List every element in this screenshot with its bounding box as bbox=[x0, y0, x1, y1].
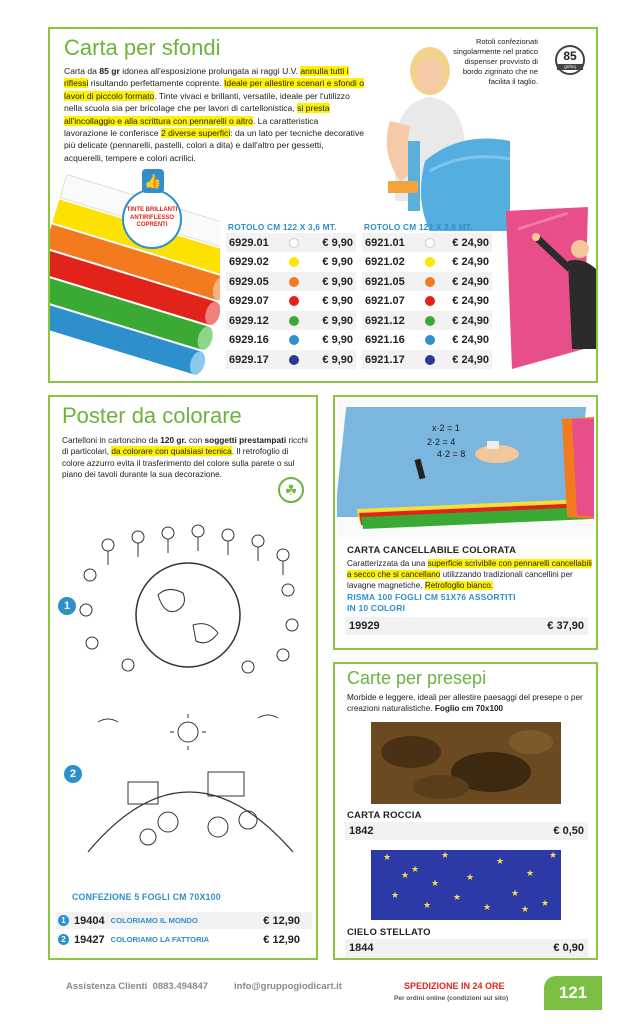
footer-shipping-note: Per ordini online (condizioni sul sito) bbox=[394, 995, 509, 1002]
product-price: € 9,90 bbox=[322, 275, 353, 288]
product-code: 19427 bbox=[74, 933, 105, 946]
product-price: € 24,90 bbox=[452, 275, 489, 288]
product-price: € 37,90 bbox=[547, 620, 584, 632]
product-code: 6929.16 bbox=[229, 334, 269, 346]
roll-col2-row bbox=[362, 311, 492, 330]
product-code: 6921.17 bbox=[365, 353, 405, 366]
poster-title: Poster da colorare bbox=[62, 403, 242, 428]
cancellabile-description bbox=[347, 558, 592, 592]
color-swatch-dot bbox=[289, 355, 299, 365]
color-swatch-dot bbox=[289, 257, 299, 267]
product-name: COLORIAMO LA FATTORIA bbox=[110, 935, 210, 944]
poster-farm-illustration bbox=[68, 702, 308, 872]
presepi-item-1-name: CARTA ROCCIA bbox=[347, 810, 422, 821]
footer-shipping: SPEDIZIONE IN 24 ORE bbox=[404, 981, 505, 991]
poster-2-number: 2 bbox=[64, 765, 82, 783]
cancellabile-spec-1: RISMA 100 FOGLI CM 51X76 ASSORTITI bbox=[347, 592, 516, 602]
desc-text: Cartelloni in cartoncino da bbox=[62, 435, 161, 445]
product-code: 6921.12 bbox=[365, 314, 405, 327]
desc-text: . Tinte vivaci e brillanti, versatile, ideale per l'utilizzo nella scuola sia per bricolage che per lavori di cartellonistica, bbox=[64, 90, 350, 114]
cancellabile-panel bbox=[333, 395, 598, 650]
desc-text: Morbide e leggere, ideali per allestire paesaggi del presepe o per creazioni naturalistiche. bbox=[347, 693, 583, 714]
product-price: € 24,90 bbox=[452, 353, 489, 366]
carta-sfondi-title: Carta per sfondi bbox=[64, 35, 221, 60]
dispenser-note: Rotoli confezionati singolarmente nel pratico dispenser provvisto di bordo zigrinato che ne facilita il taglio. bbox=[453, 37, 538, 86]
product-code: 6921.07 bbox=[365, 295, 405, 307]
page-number: 121 bbox=[558, 983, 588, 1002]
product-code: 19404 bbox=[74, 914, 105, 927]
roll-col1-row bbox=[226, 233, 356, 252]
svg-text:4·2 = 8: 4·2 = 8 bbox=[437, 449, 466, 459]
erasable-paper-photo bbox=[337, 399, 594, 537]
cancellabile-title: CARTA CANCELLABILE COLORATA bbox=[347, 545, 517, 556]
desc-text: utilizzando tradizionali cancellini per lavagne magnetiche. bbox=[347, 570, 573, 591]
desc-text: con bbox=[186, 435, 205, 445]
color-swatch-dot bbox=[425, 257, 435, 267]
desc-text: risultando perfettamente coprente. bbox=[88, 78, 225, 89]
product-price: € 24,90 bbox=[452, 334, 489, 346]
eco-icon: ☘ bbox=[278, 477, 304, 503]
presepi-description bbox=[347, 692, 592, 714]
roll-col2-row bbox=[362, 350, 492, 369]
product-price: € 24,90 bbox=[452, 314, 489, 327]
presepi-item-2-name: CIELO STELLATO bbox=[347, 927, 431, 938]
color-swatch-dot bbox=[425, 335, 435, 345]
roll-col2-row bbox=[362, 253, 492, 272]
desc-bold: soggetti prestampati bbox=[204, 435, 287, 445]
desc-text: . Il retrofoglio di colore azzurro evita il trasferimento del colore sulla parete o sul piano dei tavoli durante la sua decorazione. bbox=[62, 446, 295, 480]
desc-highlight: da colorare con qualsiasi tecnica bbox=[111, 446, 232, 457]
star-decoration: ★ bbox=[401, 870, 410, 880]
presepi-item-1-row bbox=[345, 822, 588, 840]
color-swatch-dot bbox=[289, 296, 299, 306]
product-code: 6921.16 bbox=[365, 334, 405, 346]
product-code: 6921.02 bbox=[365, 256, 405, 268]
cancellabile-price-row bbox=[345, 617, 588, 635]
product-price: € 24,90 bbox=[452, 256, 489, 268]
gsm-badge bbox=[555, 45, 585, 75]
roll-col1-row bbox=[226, 311, 356, 330]
gsm-badge-unit: gr/mq bbox=[557, 64, 583, 70]
poster-description bbox=[62, 435, 312, 481]
star-decoration: ★ bbox=[391, 890, 400, 900]
presepi-item-2-row bbox=[345, 939, 588, 957]
poster-item-number: 2 bbox=[58, 934, 69, 945]
poster-item-number: 1 bbox=[58, 915, 69, 926]
star-decoration: ★ bbox=[549, 850, 558, 860]
color-swatch-dot bbox=[289, 335, 299, 345]
product-code: 19929 bbox=[349, 620, 380, 632]
col1-header: ROTOLO CM 122 X 3,6 MT. bbox=[228, 222, 337, 232]
desc-highlight: annulla tutti i riflessi bbox=[64, 66, 349, 89]
page-number-tab bbox=[544, 976, 602, 1010]
product-price: € 9,90 bbox=[322, 295, 353, 307]
product-price: € 9,90 bbox=[322, 334, 353, 346]
roll-col1-row bbox=[226, 331, 356, 350]
color-swatch-dot bbox=[425, 355, 435, 365]
star-decoration: ★ bbox=[511, 888, 520, 898]
product-price: € 24,90 bbox=[452, 295, 489, 307]
star-decoration: ★ bbox=[541, 898, 550, 908]
roll-col2-row bbox=[362, 331, 492, 350]
desc-highlight: 2 diverse superfici bbox=[160, 128, 231, 139]
color-swatch-dot bbox=[289, 316, 299, 326]
footer-assistance: Assistenza Clienti 0883.494847 bbox=[66, 981, 209, 992]
product-code: 6929.07 bbox=[229, 295, 269, 307]
footer-email[interactable]: info@gruppogiodicart.it bbox=[234, 981, 342, 992]
svg-text:x·2 = 1: x·2 = 1 bbox=[432, 423, 460, 433]
product-code: 6921.05 bbox=[365, 275, 405, 288]
roll-col2-row bbox=[362, 272, 492, 291]
product-price: € 24,90 bbox=[452, 236, 489, 249]
star-decoration: ★ bbox=[453, 892, 462, 902]
starry-sky-paper-swatch bbox=[371, 850, 561, 920]
color-swatch-dot bbox=[425, 238, 435, 248]
star-decoration: ★ bbox=[423, 900, 432, 910]
product-name: COLORIAMO IL MONDO bbox=[110, 916, 198, 925]
desc-highlight: superficie scrivibile con pennarelli cancellabili a secco che si cancellano bbox=[347, 559, 592, 580]
color-swatch-dot bbox=[425, 316, 435, 326]
product-code: 6929.05 bbox=[229, 275, 269, 288]
desc-text: Caratterizzata da una bbox=[347, 559, 428, 568]
desc-bold: Foglio cm 70x100 bbox=[434, 704, 504, 714]
presepi-panel bbox=[333, 662, 598, 960]
footer bbox=[0, 970, 620, 1024]
rock-paper-swatch bbox=[371, 722, 561, 804]
color-swatch-dot bbox=[289, 277, 299, 287]
desc-text: : da un lato per tecniche decorative più delicate (pennarelli, pastelli, colori a dita) e dall'altro per gessetti, acquerelli, tempere e colori acrilici. bbox=[64, 128, 365, 163]
product-code: 1842 bbox=[349, 825, 374, 837]
desc-highlight: Ideale per allestire scenari e sfondi o lavori di piccolo formato bbox=[64, 78, 364, 101]
product-code: 6929.02 bbox=[229, 256, 269, 268]
star-decoration: ★ bbox=[521, 904, 530, 914]
product-price: € 9,90 bbox=[322, 256, 353, 268]
product-code: 6921.01 bbox=[365, 236, 405, 249]
product-price: € 9,90 bbox=[322, 236, 353, 249]
product-price: € 0,50 bbox=[553, 825, 584, 837]
product-code: 1844 bbox=[349, 942, 374, 954]
desc-highlight: Retrofoglio bianco. bbox=[424, 581, 494, 591]
roll-col2-row bbox=[362, 292, 492, 311]
poster-panel bbox=[48, 395, 318, 960]
product-code: 6929.17 bbox=[229, 353, 269, 366]
col2-header: ROTOLO CM 122 X 3,6 MT. bbox=[364, 222, 473, 232]
presepi-title: Carte per presepi bbox=[347, 668, 487, 688]
desc-gsm: 85 gr bbox=[99, 66, 120, 76]
product-code: 6929.01 bbox=[229, 236, 269, 249]
product-code: 6929.12 bbox=[229, 314, 269, 327]
product-price: € 0,90 bbox=[553, 942, 584, 954]
star-decoration: ★ bbox=[483, 902, 492, 912]
product-price: € 9,90 bbox=[322, 353, 353, 366]
desc-text: idonea all'esposizione prolungata ai raggi U.V. bbox=[119, 66, 301, 76]
color-swatch-dot bbox=[289, 238, 299, 248]
star-decoration: ★ bbox=[496, 856, 505, 866]
product-price: € 12,90 bbox=[263, 933, 300, 946]
star-decoration: ★ bbox=[411, 864, 420, 874]
roll-col2-row bbox=[362, 233, 492, 252]
desc-highlight: si presta all'incollaggio e alla scrittura con pennarelli o altro bbox=[64, 103, 330, 126]
brilliant-tints-sticker bbox=[122, 189, 182, 249]
cancellabile-spec-2: IN 10 COLORI bbox=[347, 603, 406, 613]
star-decoration: ★ bbox=[526, 868, 535, 878]
star-decoration: ★ bbox=[383, 852, 392, 862]
product-price: € 9,90 bbox=[322, 314, 353, 327]
gsm-badge-value: 85 bbox=[563, 49, 577, 63]
poster-1-number: 1 bbox=[58, 597, 76, 615]
roll-col1-row bbox=[226, 253, 356, 272]
roll-col1-row bbox=[226, 350, 356, 369]
product-price: € 12,90 bbox=[263, 914, 300, 927]
desc-gsm: 120 gr. bbox=[160, 435, 187, 445]
svg-text:2·2 = 4: 2·2 = 4 bbox=[427, 437, 456, 447]
star-decoration: ★ bbox=[466, 872, 475, 882]
roll-col1-row bbox=[226, 292, 356, 311]
carta-sfondi-description bbox=[64, 65, 364, 164]
poster-pack-info: CONFEZIONE 5 FOGLI CM 70X100 bbox=[72, 892, 221, 902]
desc-text: ricchi di particolari, bbox=[62, 435, 308, 457]
desc-text: . La caratteristica lavorazione le conferisce bbox=[64, 115, 319, 139]
person-hanging-paper-photo bbox=[498, 199, 598, 383]
poster-item-row bbox=[56, 912, 312, 929]
roll-col1-row bbox=[226, 272, 356, 291]
desc-text: Carta da bbox=[64, 66, 100, 76]
poster-item-row bbox=[56, 931, 312, 948]
thumbs-up-icon: 👍 bbox=[142, 169, 164, 193]
color-swatch-dot bbox=[425, 296, 435, 306]
color-swatch-dot bbox=[425, 277, 435, 287]
poster-world-illustration bbox=[68, 515, 308, 685]
star-decoration: ★ bbox=[431, 878, 440, 888]
sticker-text: TINTE BRILLANTI ANTIRIFLESSO COPRENTI bbox=[126, 207, 178, 228]
star-decoration: ★ bbox=[441, 850, 450, 860]
carta-sfondi-panel bbox=[48, 27, 598, 383]
